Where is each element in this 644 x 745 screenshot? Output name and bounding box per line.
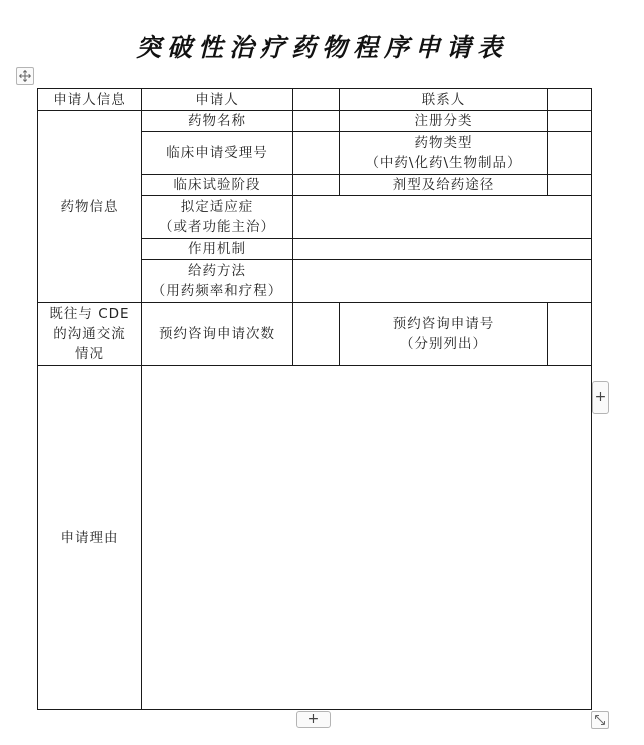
consult-count-label: 预约咨询申请次数 (142, 303, 293, 366)
drug-info-label: 药物信息 (38, 111, 142, 303)
add-row-button[interactable]: + (296, 711, 331, 728)
cde-history-label-line2: 的沟通交流 (53, 326, 126, 342)
consult-no-label-line1: 预约咨询申请号 (392, 316, 495, 332)
mechanism-label: 作用机制 (142, 239, 293, 260)
trial-stage-label: 临床试验阶段 (142, 175, 293, 196)
cde-history-label-line1: 既往与 CDE (49, 306, 130, 322)
clinical-acceptance-label: 临床申请受理号 (142, 132, 293, 175)
move-icon (19, 70, 31, 82)
clinical-acceptance-value-cell[interactable] (293, 132, 340, 175)
application-form-table (37, 88, 592, 710)
form-title: 突破性治疗药物程序申请表 (135, 33, 508, 62)
contact-value-cell[interactable] (548, 89, 592, 111)
consult-no-value-cell[interactable] (548, 303, 592, 366)
cde-history-label-line3: 情况 (75, 346, 104, 362)
table-row (38, 111, 592, 132)
dosage-route-label: 剂型及给药途径 (340, 175, 548, 196)
table-resize-handle[interactable] (591, 711, 609, 729)
applicant-label: 申请人 (142, 89, 293, 111)
contact-label: 联系人 (340, 89, 548, 111)
consult-count-value-cell[interactable] (293, 303, 340, 366)
applicant-value-cell[interactable] (293, 89, 340, 111)
resize-icon (594, 714, 606, 726)
admin-method-label-line2: （用药频率和疗程） (151, 283, 283, 299)
table-row (38, 366, 592, 710)
indication-value-cell[interactable] (293, 196, 592, 239)
table-row (38, 89, 592, 111)
reason-label: 申请理由 (38, 366, 142, 710)
admin-method-label-line1: 给药方法 (188, 263, 246, 279)
applicant-info-label: 申请人信息 (38, 89, 142, 111)
registration-class-value-cell[interactable] (548, 111, 592, 132)
mechanism-value-cell[interactable] (293, 239, 592, 260)
indication-label (142, 196, 293, 239)
indication-label-line2: （或者功能主治） (159, 219, 275, 235)
drug-name-label: 药物名称 (142, 111, 293, 132)
table-move-handle[interactable] (16, 67, 34, 85)
registration-class-label: 注册分类 (340, 111, 548, 132)
add-column-button[interactable]: + (592, 381, 609, 414)
drug-type-label-line1: 药物类型 (414, 135, 473, 151)
admin-method-value-cell[interactable] (293, 260, 592, 303)
drug-type-label (340, 132, 548, 175)
consult-no-label-line2: （分别列出） (400, 336, 487, 352)
cde-history-label (38, 303, 142, 366)
consult-no-label (340, 303, 548, 366)
indication-label-line1: 拟定适应症 (180, 199, 254, 215)
dosage-route-value-cell[interactable] (548, 175, 592, 196)
reason-value-cell[interactable] (142, 366, 592, 710)
trial-stage-value-cell[interactable] (293, 175, 340, 196)
drug-type-value-cell[interactable] (548, 132, 592, 175)
drug-name-value-cell[interactable] (293, 111, 340, 132)
admin-method-label (142, 260, 293, 303)
table-row (38, 303, 592, 366)
drug-type-label-line2: （中药\化药\生物制品） (365, 155, 522, 171)
